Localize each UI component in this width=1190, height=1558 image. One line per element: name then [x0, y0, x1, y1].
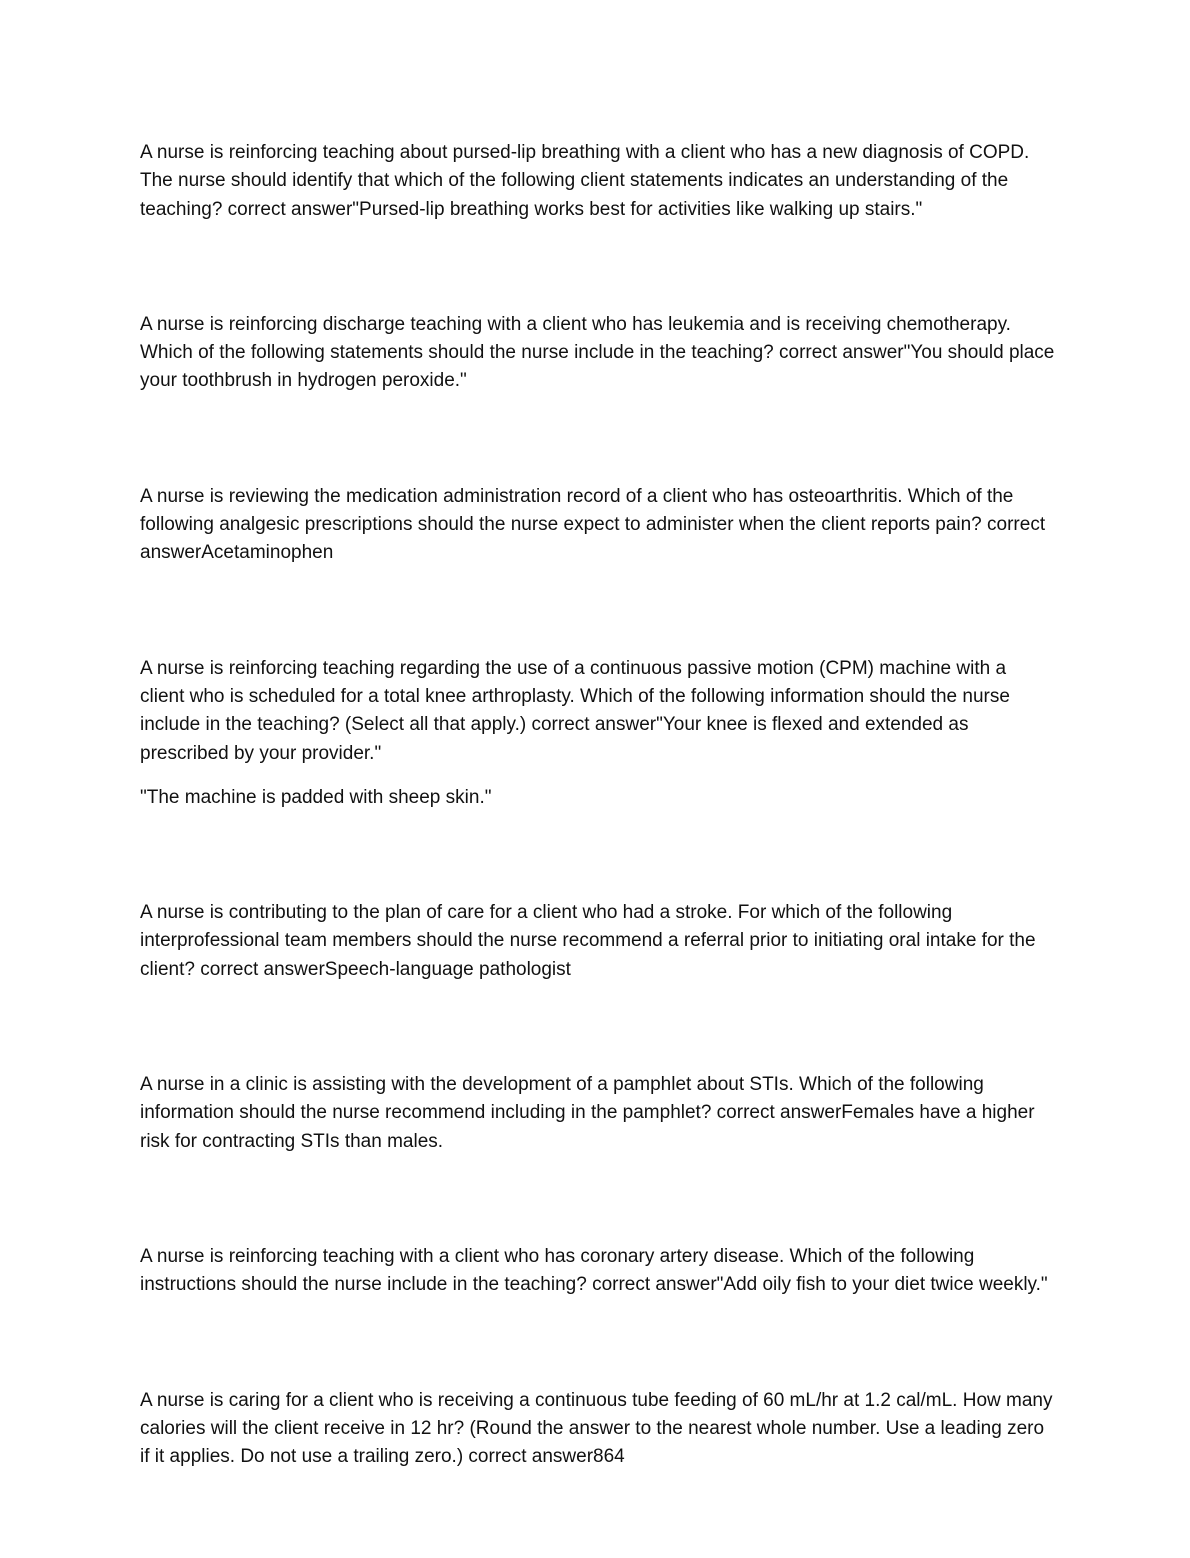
qa-entry-2: [140, 311, 1055, 396]
document-body: [140, 139, 1055, 1558]
qa-entry-3: [140, 483, 1055, 568]
qa-entry-1: [140, 139, 1055, 224]
qa-entry-text: A nurse is reinforcing discharge teaching with a client who has leukemia and is receiving chemotherapy. Which of the following statements should the nurse include in the teaching? correct answer"You should place your toothbrush in hydrogen peroxide.": [140, 313, 1055, 392]
qa-entry-8: [140, 1387, 1055, 1472]
qa-entry-text: A nurse in a clinic is assisting with the development of a pamphlet about STIs. Which of the following information should the nurse recommend including in the pamphlet? correct answerFemales have a higher risk for contracting STIs than males.: [140, 1074, 1035, 1152]
qa-entry-7: [140, 1243, 1055, 1300]
qa-entry-text: A nurse is reinforcing teaching regarding the use of a continuous passive motion (CPM) machine with a client who is scheduled for a total knee arthroplasty. Which of the following information should the nurse include in the teaching? (Select all that apply.) correct answer"Your knee is flexed and extended as prescribed by your provider.": [140, 657, 1010, 764]
qa-entry-text: A nurse is reinforcing teaching with a client who has coronary artery disease. Which of the following instructions should the nurse include in the teaching? correct answer"Add oily fish to your diet twice weekly.": [140, 1245, 1048, 1296]
qa-entry-text: A nurse is reinforcing teaching about pursed-lip breathing with a client who has a new diagnosis of COPD. The nurse should identify that which of the following client statements indicates an understanding of the teaching? correct answer"Pursed-lip breathing works best for activities like walking up stairs.": [140, 142, 1030, 220]
qa-entry-text: A nurse is reviewing the medication administration record of a client who has osteoarthritis. Which of the following analgesic prescriptions should the nurse expect to administer when the client reports pain? correct answerAcetaminophen: [140, 485, 1046, 564]
qa-entry-4: [140, 655, 1055, 812]
qa-entry-text: A nurse is contributing to the plan of care for a client who had a stroke. For which of the following interprofessional team members should the nurse recommend a referral prior to initiating oral intake for the client? correct answerSpeech-language pathologist: [140, 902, 1036, 980]
qa-entry-6: [140, 1071, 1055, 1156]
qa-entry-text: A nurse is caring for a client who is receiving a continuous tube feeding of 60 mL/hr at 1.2 cal/mL. How many calories will the client receive in 12 hr? (Round the answer to the nearest whole number. Use a leading zero if it applies. Do not use a trailing zero.) correct answer864: [140, 1389, 1053, 1468]
qa-entry-5: [140, 899, 1055, 984]
qa-entry-extra-answer: "The machine is padded with sheep skin.": [140, 786, 492, 808]
